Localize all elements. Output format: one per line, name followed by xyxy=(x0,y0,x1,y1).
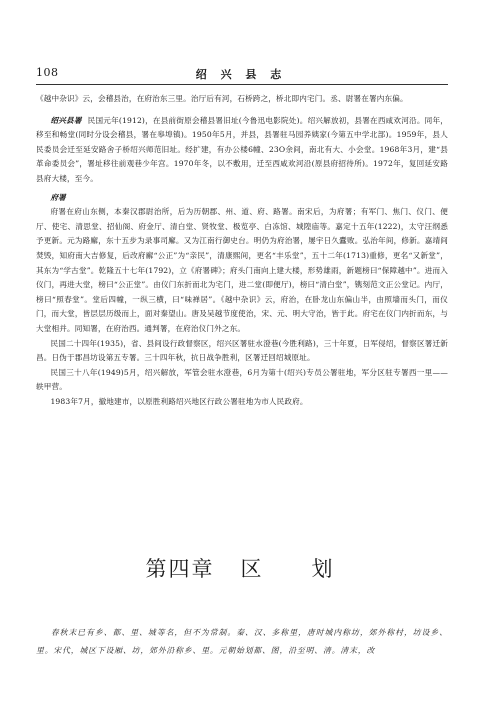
chapter-title xyxy=(0,553,480,583)
paragraph-fushu-history: 府署在府山东侧，本秦汉郡尉治所，后为历朝郡、州、道、府、路署。南宋后，为府署；有军门、焦门、仪门、便厅、使宅、清思堂、招仙阁、府金厅、清白堂、贤牧堂、极览亭、白冻馆、城隍庙等。嘉定十五年(1222)，太守汪纲悉予更新。元为路廨，东十五步为录事司廨。又为江南行御史台。明仍为府治署，屡宇日久蠹败。弘治年间，修新。嘉靖间焚毁，知府南大吉修复，后改府廨“公正”为“亲民”，清康熙间，更名“丰乐堂”，五十二年(1713)重修，更名“又新堂”，其东为“学古堂”。乾隆五十七年(1792)，立《府署碑》；府头门南向上建大楼，形势雄雨，新题榜曰“保障越中”。进而入仪门，再进大堂，榜曰“公正堂”。由仪门东折而北为宅门，进二堂(即便厅)，榜曰“清白堂”，镌刻范文正公堂记。内厅，榜曰“照春堂”。堂后四幢，一纵三横，曰“味禅居”。《越中杂识》云，府治，在卧龙山东偏山半，由照墙而头门，而仪门，而大堂，皆层层历级而上，面对秦望山。唐及吴越节度使治，宋、元、明大守治，皆于此。府宅在仪门内折而东，与大堂相并。同知署，在府治西。通判署，在府治仪门外之东。 xyxy=(36,207,448,333)
chapter-heading xyxy=(0,553,480,583)
chapter-word-1: 区 xyxy=(240,557,264,581)
running-title: 绍 兴 县 志 xyxy=(195,68,287,81)
paragraph-fushu-1983: 1983年7月，撤地建市，以原胜利路绍兴地区行政公署驻地为市人民政府。 xyxy=(50,396,308,406)
page-header xyxy=(36,66,446,82)
header-divider xyxy=(36,84,448,85)
body-text xyxy=(36,92,448,409)
paragraph-kuaiji: 《越中杂识》云，会稽县治，在府治东三里。治厅后有河，石桥跨之，桥北即内宅门。丞、尉署在署内东偏。 xyxy=(36,94,408,103)
paragraph-shaoxing-county-office xyxy=(36,114,448,187)
paragraph-chapter-intro: 春秋末已有乡、都、里、城等名，但不为常制。秦、汉、多称里，唐时城内称坊，郊外称村，坊设乡、里。宋代，城区下设厢、坊，郊外沿称乡、里。元朝始划都、图，沿至明、清。清末，改 xyxy=(36,628,448,655)
paragraph-fushu-minguo38: 民国三十八年(1949)5月，绍兴解放，军管会驻水澄巷，6月为第十(绍兴)专员公署驻地，军分区驻专署西一里——轶甲营。 xyxy=(36,367,448,392)
entry-title-shaoxing: 绍兴县署 xyxy=(50,115,82,125)
chapter-number: 第四章 xyxy=(145,557,215,581)
entry-text-shaoxing: 民国元年(1912)，在县前街原会稽县署旧址(今鲁迅电影院处)。绍兴解放初，县署在西咸欢河沿。同年，移至和畅堂(同时分设会稽县，署在皋埠镇)。1950年5月，并县，县署驻马园养姨家(今第五中学北部)。1959年，县人民委员会迁至延安路舍子桥绍兴师范旧址。经扩建，有办公楼6幢、23O余间，南北有大、小会堂。1968年3月，建“县革命委员会”，署址移往前观巷少年宫。1970年冬，以不敷用，迁至西咸欢河沿(原县府招待所)。1972年，复回延安路县府大楼，至今。 xyxy=(36,115,449,183)
paragraph-fushu-minguo24: 民国二十四年(1935)，省、县间设行政督察区，绍兴区署驻水澄巷(今胜利路)，三十年夏，日军侵绍，督察区署迁新昌。日伪于郡昌坊设第五专署。三十四年秋，抗日战争胜利，区署迁回绍城原址。 xyxy=(36,338,448,363)
section-heading-fushu: 府署 xyxy=(50,192,66,202)
page-number: 108 xyxy=(36,66,59,79)
chapter-intro-text xyxy=(36,624,448,660)
chapter-word-2: 划 xyxy=(311,557,335,581)
